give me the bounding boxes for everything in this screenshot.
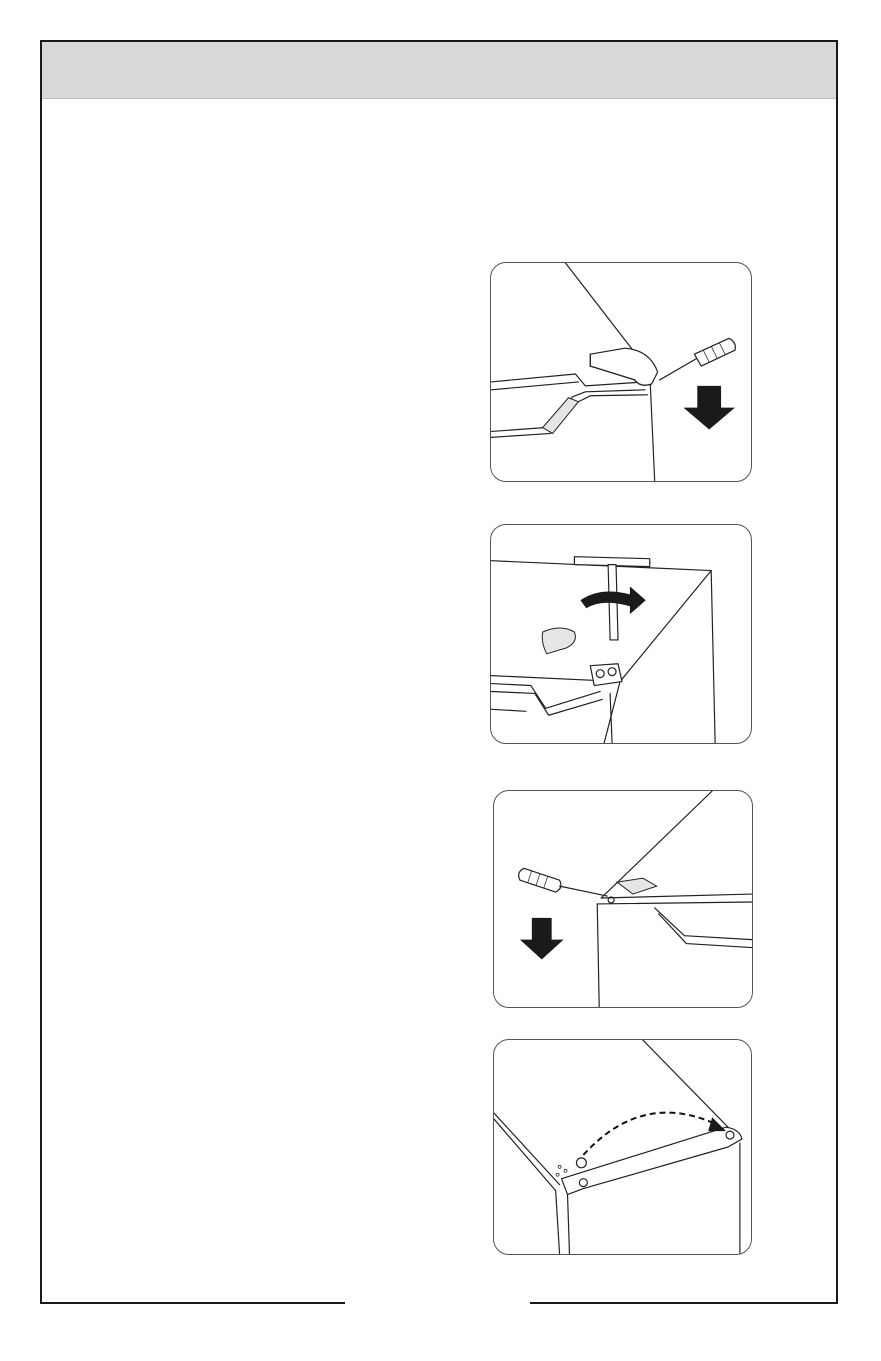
step-4-illustration bbox=[493, 1039, 752, 1255]
screw-hole-icon bbox=[576, 1158, 586, 1168]
step-3-illustration bbox=[493, 790, 753, 1008]
hinge-cover-icon bbox=[617, 878, 657, 894]
footer-rule-right bbox=[530, 1302, 838, 1304]
arrow-down-icon bbox=[520, 918, 564, 960]
screwdriver-icon bbox=[519, 868, 608, 896]
screwdriver-icon bbox=[660, 338, 736, 380]
arrow-down-icon bbox=[683, 386, 735, 430]
header-band bbox=[42, 42, 836, 99]
step-4-drawing bbox=[494, 1040, 751, 1254]
step-3-drawing bbox=[494, 791, 752, 1007]
cabinet-top-outline bbox=[491, 561, 711, 682]
hinge-bracket-icon bbox=[590, 664, 622, 686]
step-2-illustration bbox=[490, 524, 752, 744]
hinge-cover-icon bbox=[542, 628, 575, 654]
footer-rule-left bbox=[40, 1302, 345, 1304]
hinge-plate-icon bbox=[562, 1127, 742, 1194]
step-2-drawing bbox=[491, 525, 751, 743]
cabinet-side-edge bbox=[650, 372, 655, 481]
step-1-illustration bbox=[490, 262, 752, 482]
step-1-drawing bbox=[491, 263, 751, 481]
hinge-cover-icon bbox=[590, 348, 657, 385]
